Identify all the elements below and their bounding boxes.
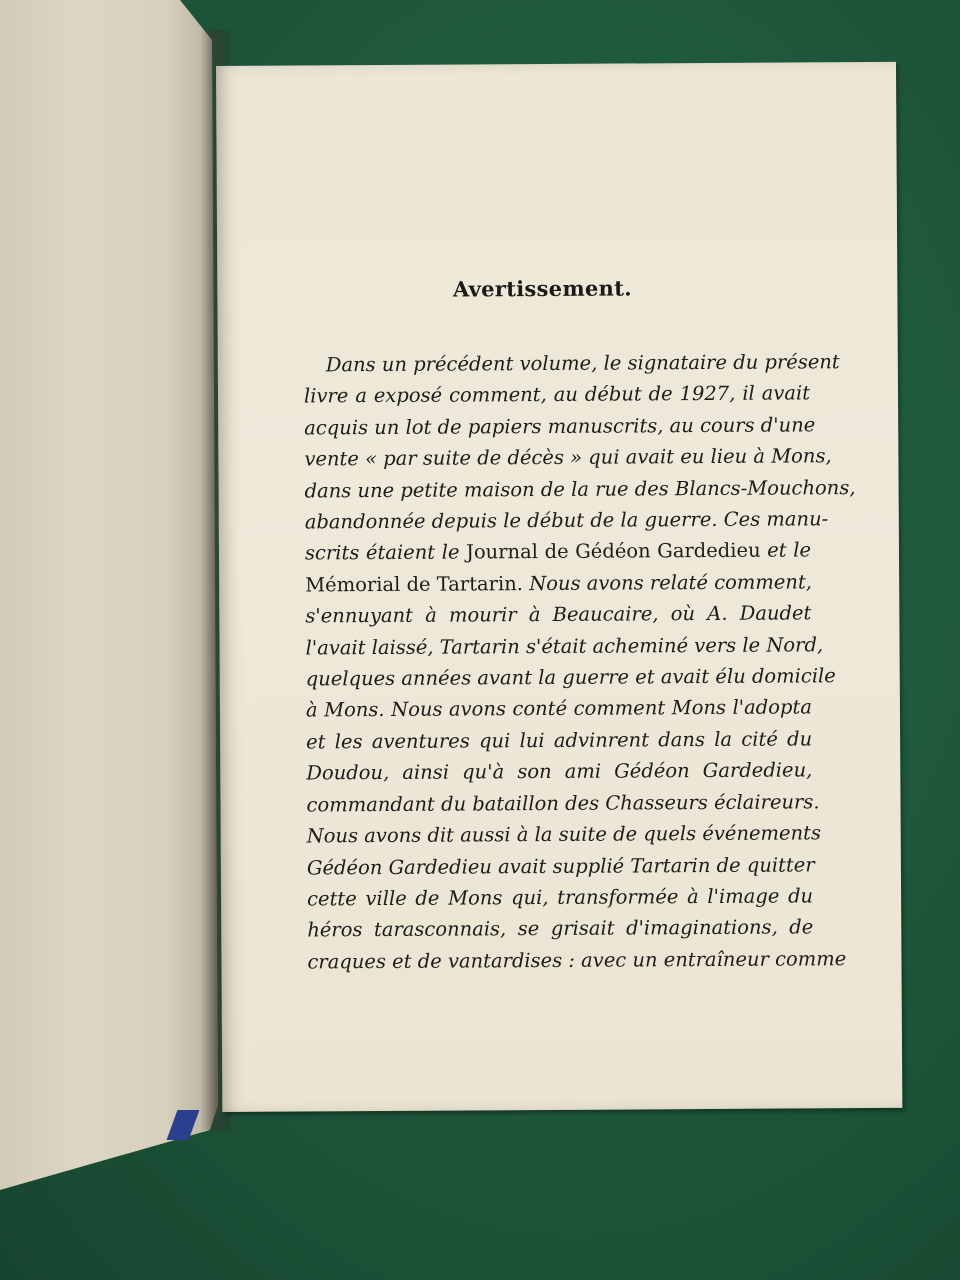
italic-text-run: cette ville de Mons qui, transformée à l'image du (307, 884, 814, 911)
text-line (304, 503, 829, 537)
italic-text-run: vente « par suite de décès » qui avait eu lieu à Mons, (304, 444, 832, 471)
italic-text-run: l'avait laissé, Tartarin s'était acheminé vers le Nord, (305, 632, 824, 660)
text-line (304, 378, 810, 412)
text-line (304, 472, 856, 506)
text-line (306, 692, 812, 726)
text-line (305, 566, 811, 600)
text-line (307, 880, 813, 914)
text-line (304, 409, 816, 443)
text-line (307, 943, 847, 977)
text-line (305, 660, 836, 694)
roman-text-run: Journal de Gédéon Gardedieu (466, 539, 761, 564)
italic-text-run: quelques années avant la guerre et avait élu domicile (305, 664, 836, 691)
text-line (306, 786, 820, 820)
italic-text-run: et les aventures qui lui advinrent dans la cité du (306, 727, 813, 754)
italic-text-run: s'ennuyant à mourir à Beaucaire, où A. Daudet (305, 601, 812, 628)
italic-text-run: Nous avons relaté comment, (522, 570, 813, 595)
text-line (306, 723, 812, 757)
italic-text-run: héros tarasconnais, se grisait d'imaginations, de (307, 915, 814, 942)
text-line (307, 912, 813, 946)
page-heading: Avertissement. (452, 275, 632, 302)
text-line (305, 598, 811, 632)
italic-text-run: abandonnée depuis le début de la guerre. Ces manu- (304, 507, 829, 534)
text-line (304, 346, 840, 380)
italic-text-run: dans une petite maison de la rue des Blancs-Mouchons, (304, 475, 856, 503)
right-page (216, 62, 902, 1112)
italic-text-run: Nous avons dit aussi à la suite de quels événements (306, 821, 822, 848)
italic-text-run: à Mons. Nous avons conté comment Mons l'adopta (305, 695, 812, 722)
text-line (306, 817, 822, 851)
text-line (306, 755, 812, 789)
italic-text-run: scrits étaient le (304, 540, 467, 565)
italic-text-run: Doudou, ainsi qu'à son ami Gédéon Gardedieu, (306, 758, 813, 785)
text-line (304, 441, 832, 475)
text-line (305, 629, 824, 663)
text-line (305, 535, 811, 569)
italic-text-run: acquis un lot de papiers manuscrits, au cours d'une (304, 413, 816, 440)
italic-text-run: Dans un précédent volume, le signataire du présent (325, 350, 840, 377)
italic-text-run: commandant du bataillon des Chasseurs éclaireurs. (306, 790, 820, 817)
text-line (307, 849, 813, 883)
body-text (303, 346, 856, 977)
left-page (0, 0, 222, 1190)
italic-text-run: livre a exposé comment, au début de 1927, il avait (303, 381, 811, 408)
italic-text-run: Gédéon Gardedieu avait supplié Tartarin de quitter (306, 852, 815, 879)
roman-text-run: Mémorial de Tartarin. (305, 571, 524, 597)
italic-text-run: et le (760, 538, 812, 563)
italic-text-run: craques et de vantardises : avec un entraîneur comme (307, 946, 847, 974)
